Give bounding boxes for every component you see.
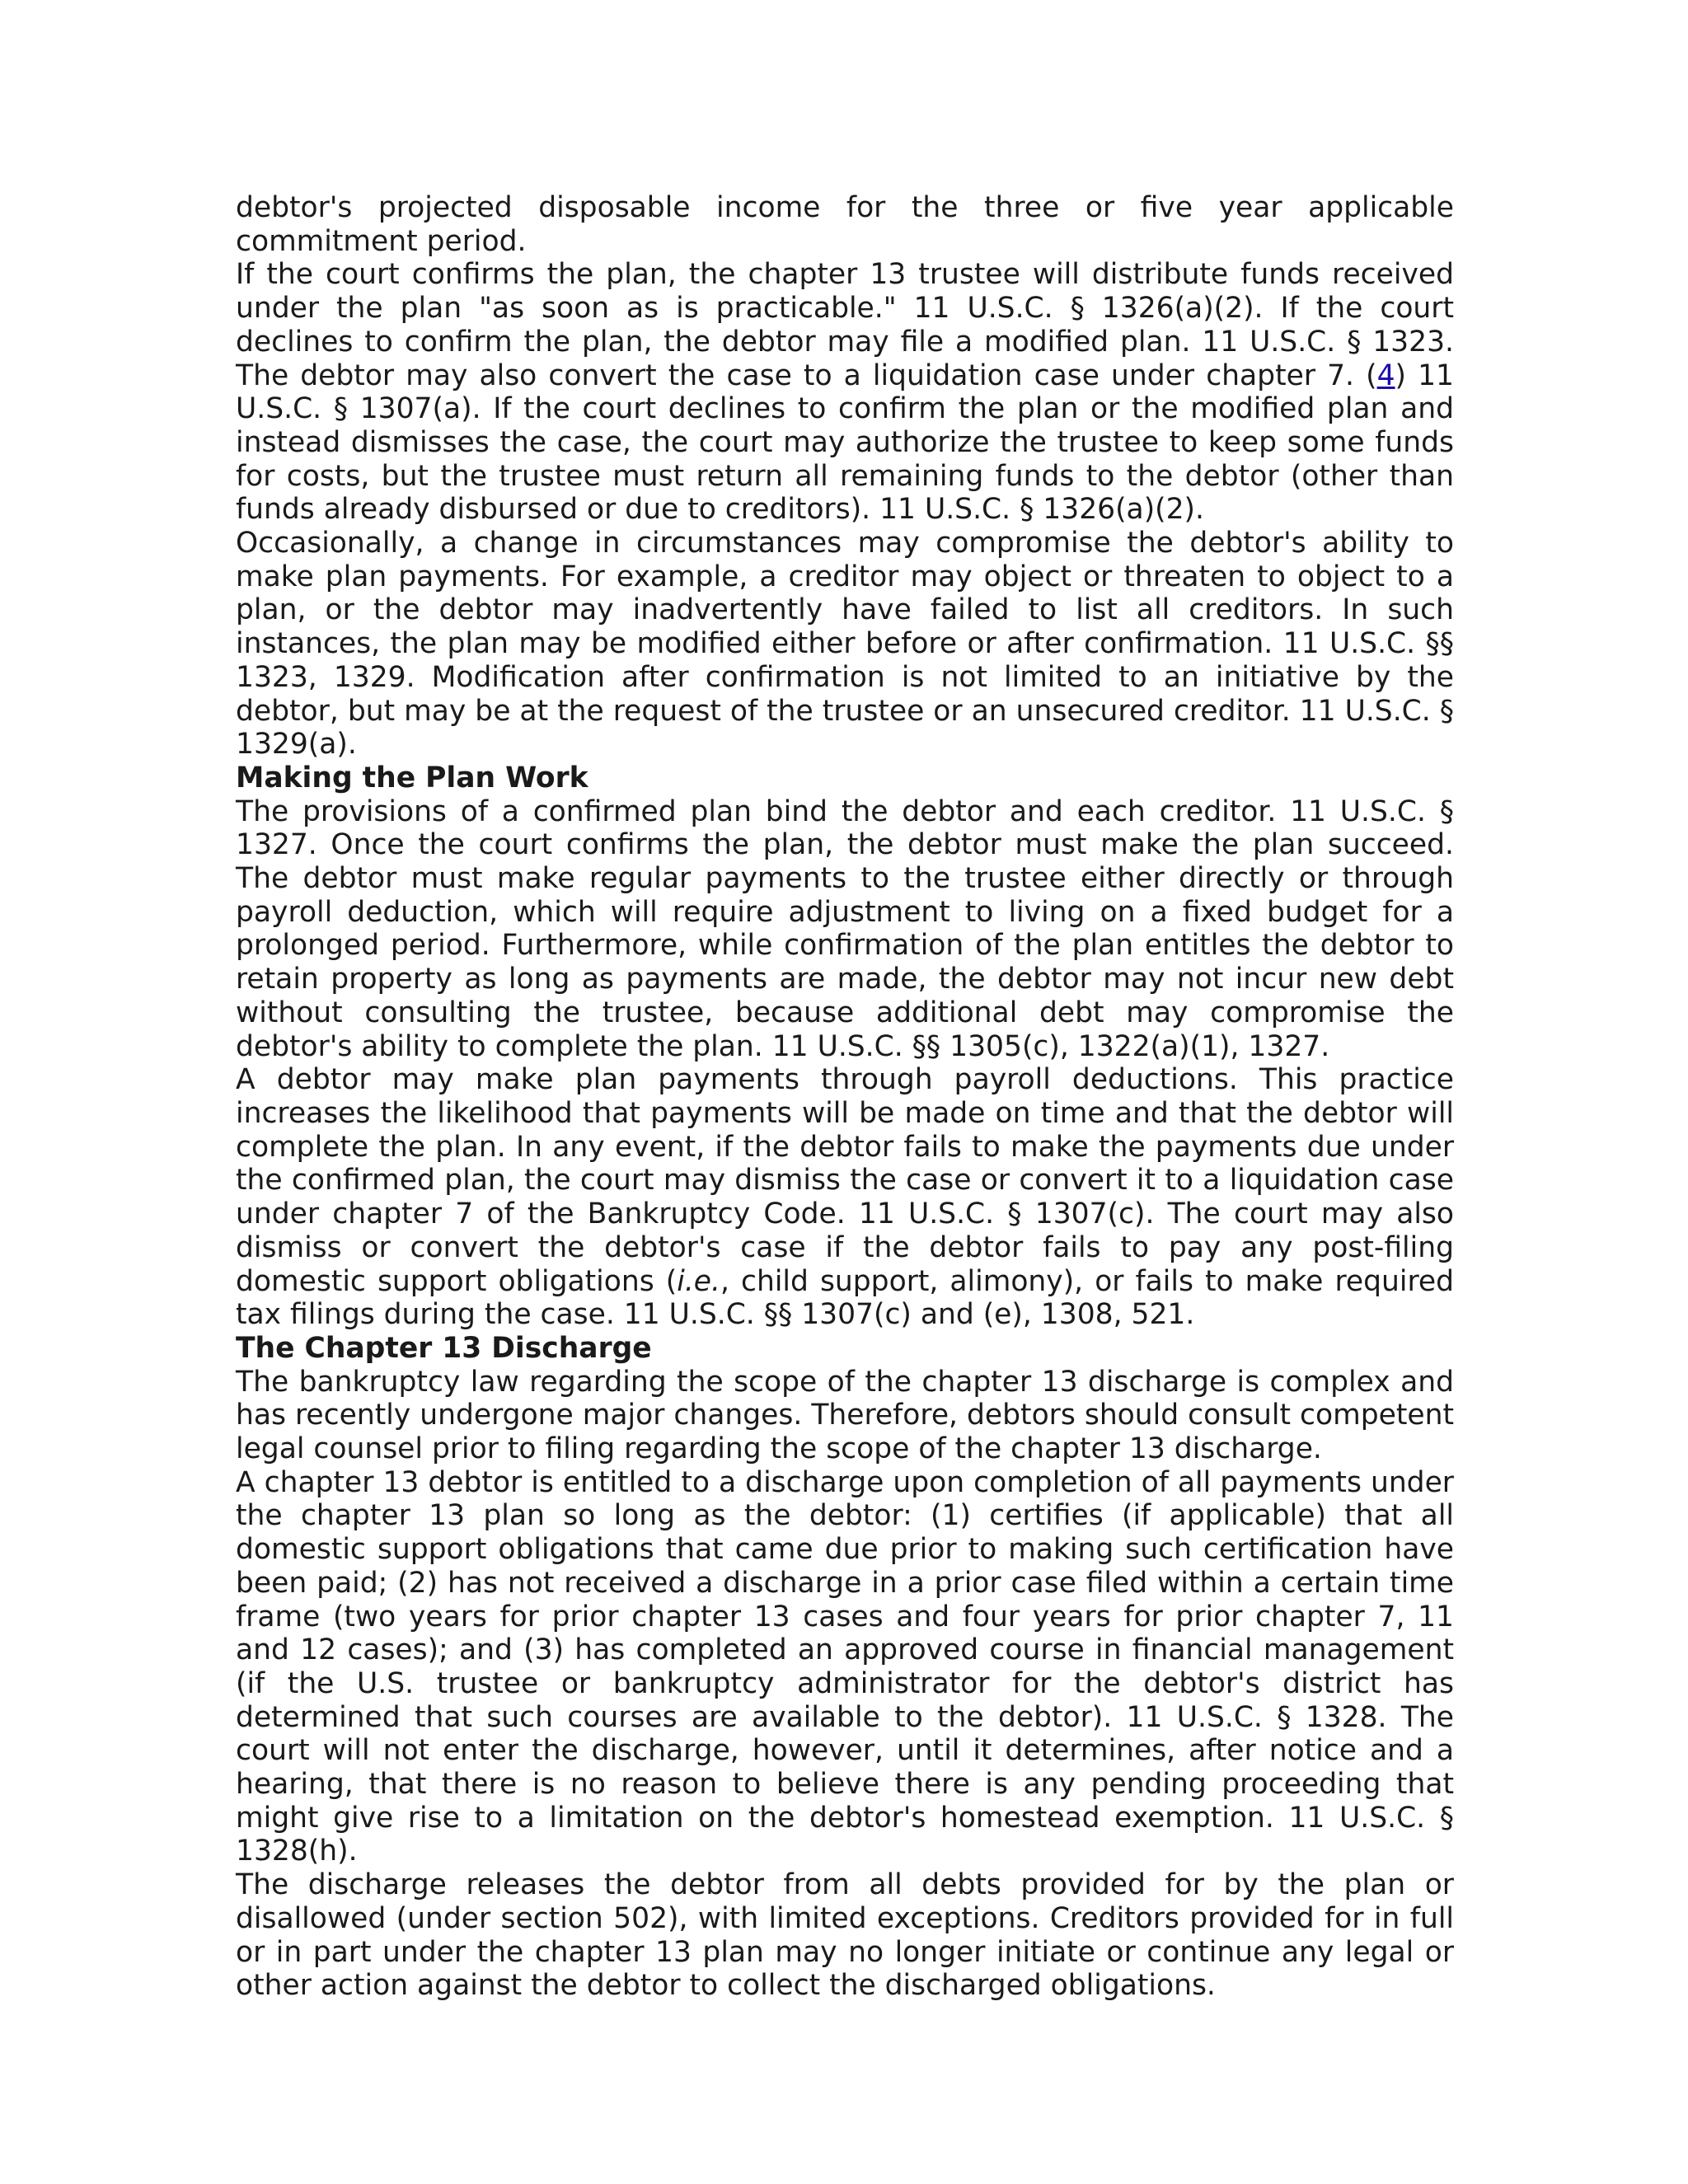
paragraph-text: , child support, alimony), or fails to make required tax filings during the case. 11 U.S.C. §§ 1307(c) and (e), 1308, 521. — [236, 1264, 1454, 1332]
paragraph-confirmed-plan-binding: The provisions of a confirmed plan bind the debtor and each creditor. 11 U.S.C. § 1327. Once the court confirms the plan, the debtor must make the plan succeed. The debtor must make regular payments to the trustee either directly or through payroll deduction, which will require adjustment to living on a fixed budget for a prolonged period. Furthermore, while confirmation of the plan entitles the debtor to retain property as long as payments are made, the debtor may not incur new debt without consulting the trustee, because additional debt may compromise the debtor's ability to complete the plan. 11 U.S.C. §§ 1305(c), 1322(a)(1), 1327. — [236, 794, 1454, 1063]
italic-ie: i.e. — [677, 1264, 720, 1298]
paragraph-discharge-release: The discharge releases the debtor from all debts provided for by the plan or disallowed (under section 502), with limited exceptions. Creditors provided for in full or in part under the chapter 13 plan may no longer initiate or continue any legal or other action against the debtor to collect the discharged obligations. — [236, 1868, 1454, 2003]
paragraph-discharge-scope: The bankruptcy law regarding the scope of the chapter 13 discharge is complex and has recently undergone major changes. Therefore, debtors should consult competent legal counsel prior to filing regarding the scope of the chapter 13 discharge. — [236, 1365, 1454, 1466]
document-body — [236, 191, 1454, 2003]
paragraph-plan-modification: Occasionally, a change in circumstances may compromise the debtor's ability to make plan payments. For example, a creditor may object or threaten to object to a plan, or the debtor may inadvertently have failed to list all creditors. In such instances, the plan may be modified either before or after confirmation. 11 U.S.C. §§ 1323, 1329. Modification after confirmation is not limited to an initiative by the debtor, but may be at the request of the trustee or an unsecured creditor. 11 U.S.C. § 1329(a). — [236, 527, 1454, 762]
heading-making-plan-work: Making the Plan Work — [236, 761, 588, 794]
heading-chapter-13-discharge: The Chapter 13 Discharge — [236, 1331, 652, 1365]
paragraph-payroll-deductions — [236, 1063, 1454, 1332]
paragraph-commitment-period: debtor's projected disposable income for the three or five year applicable commitment period. — [236, 191, 1454, 258]
paragraph-text: If the court confirms the plan, the chapter 13 trustee will distribute funds received under the plan "as soon as is practicable." 11 U.S.C. § 1326(a)(2). If the court declines to confirm the plan, the debtor may file a modified plan. 11 U.S.C. § 1323. The debtor may also convert the case to a liquidation case under chapter 7. ( — [236, 258, 1454, 392]
paragraph-plan-confirmation — [236, 258, 1454, 527]
paragraph-text: ) 11 U.S.C. § 1307(a). If the court declines to confirm the plan or the modified plan and instead dismisses the case, the court may authorize the trustee to keep some funds for costs, but the trustee must return all remaining funds to the debtor (other than funds already disbursed or due to creditors). 11 U.S.C. § 1326(a)(2). — [236, 359, 1455, 527]
paragraph-text: A debtor may make plan payments through payroll deductions. This practice increases the likelihood that payments will be made on time and that the debtor will complete the plan. In any event, if the debtor fails to make the payments due under the confirmed plan, the court may dismiss the case or convert it to a liquidation case under chapter 7 of the Bankruptcy Code. 11 U.S.C. § 1307(c). The court may also dismiss or convert the debtor's case if the debtor fails to pay any post-filing domestic support obligations ( — [236, 1063, 1454, 1298]
footnote-4-link[interactable]: 4 — [1376, 359, 1395, 392]
paragraph-discharge-eligibility: A chapter 13 debtor is entitled to a discharge upon completion of all payments under the chapter 13 plan so long as the debtor: (1) certifies (if applicable) that all domestic support obligations that came due prior to making such certification have been paid; (2) has not received a discharge in a prior case filed within a certain time frame (two years for prior chapter 13 cases and four years for prior chapter 7, 11 and 12 cases); and (3) has completed an approved course in financial management (if the U.S. trustee or bankruptcy administrator for the debtor's district has determined that such courses are available to the debtor). 11 U.S.C. § 1328. The court will not enter the discharge, however, until it determines, after notice and a hearing, that there is no reason to believe there is any pending proceeding that might give rise to a limitation on the debtor's homestead exemption. 11 U.S.C. § 1328(h). — [236, 1465, 1454, 1868]
